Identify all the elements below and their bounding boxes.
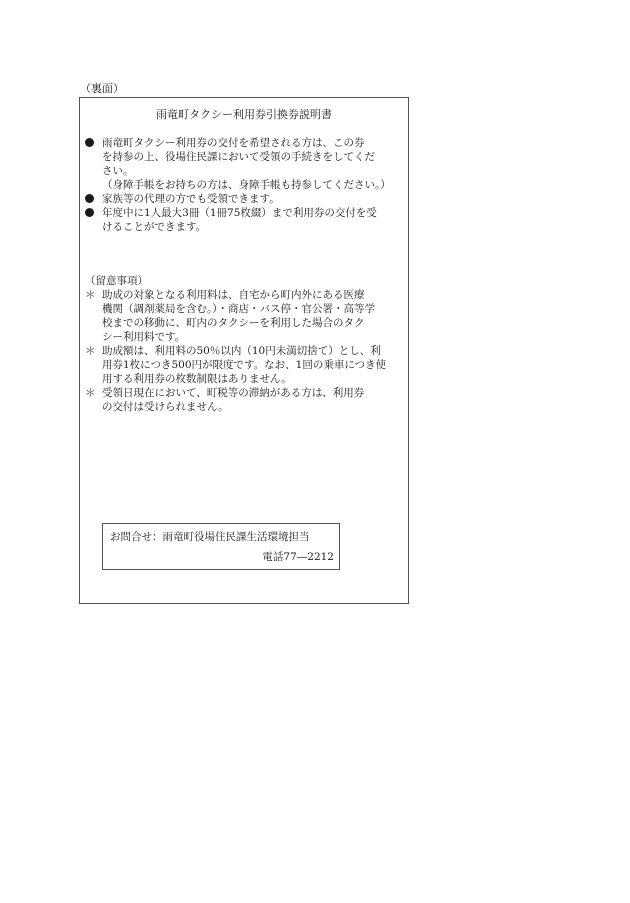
item-line: の交付は受けられません。 (102, 401, 229, 413)
notes-heading: （留意事項） (85, 275, 148, 287)
side-label: （裏面） (80, 82, 124, 95)
asterisk-icon: ＊ (85, 289, 96, 301)
document-title: 雨竜町タクシー利用券引換券説明書 (156, 108, 332, 121)
item-line: 校までの移動に、町内のタクシーを利用した場合のタク (102, 317, 365, 329)
asterisk-icon: ＊ (85, 345, 96, 357)
document-frame (79, 97, 409, 604)
item-line: を持参の上、役場住民課において受領の手続きをしてくだ (102, 151, 375, 163)
notes-section (85, 274, 405, 414)
contact-box (102, 523, 340, 570)
item-note: （身障手帳をお持ちの方は、身障手帳も持参してください。） (102, 179, 391, 191)
item-line: 雨竜町タクシー利用券の交付を希望される方は、この券 (102, 137, 365, 149)
main-item-limit (85, 206, 405, 220)
item-line: 用券1枚につき500円が限度です。なお、1回の乗車につき使 (102, 359, 387, 371)
main-item-receive (85, 136, 405, 150)
note-item-eligible-fare (85, 288, 405, 302)
item-line: けることができます。 (102, 221, 207, 233)
item-line: 助成額は、利用料の50％以内（10円未満切捨て）とし、利 (102, 345, 381, 357)
bullet-icon (85, 206, 99, 221)
main-item-proxy (85, 192, 405, 206)
item-line: 助成の対象となる利用料は、自宅から町内外にある医療 (102, 289, 365, 301)
item-line: 家族等の代理の方でも受領できます。 (102, 193, 280, 205)
note-item-tax-arrears (85, 386, 405, 400)
bullet-icon (85, 136, 99, 151)
note-item-subsidy-amount (85, 344, 405, 358)
item-line: さい。 (102, 165, 134, 177)
item-line: 用する利用券の枚数制限はありません。 (102, 373, 292, 385)
bullet-icon (85, 192, 99, 207)
item-line: 受領日現在において、町税等の滞納がある方は、利用券 (102, 387, 365, 399)
main-items (85, 136, 405, 234)
item-line: 年度中に1人最大3冊（1冊75枚綴）まで利用券の交付を受 (102, 207, 377, 219)
asterisk-icon: ＊ (85, 387, 96, 399)
contact-phone: 電話77―2212 (262, 551, 334, 563)
contact-department: お問合せ：雨竜町役場住民課生活環境担当 (110, 531, 310, 543)
item-line: 機関（調剤薬局を含む。）・商店・バス停・官公署・高等学 (102, 303, 375, 315)
item-line: シー利用料です。 (102, 331, 186, 343)
